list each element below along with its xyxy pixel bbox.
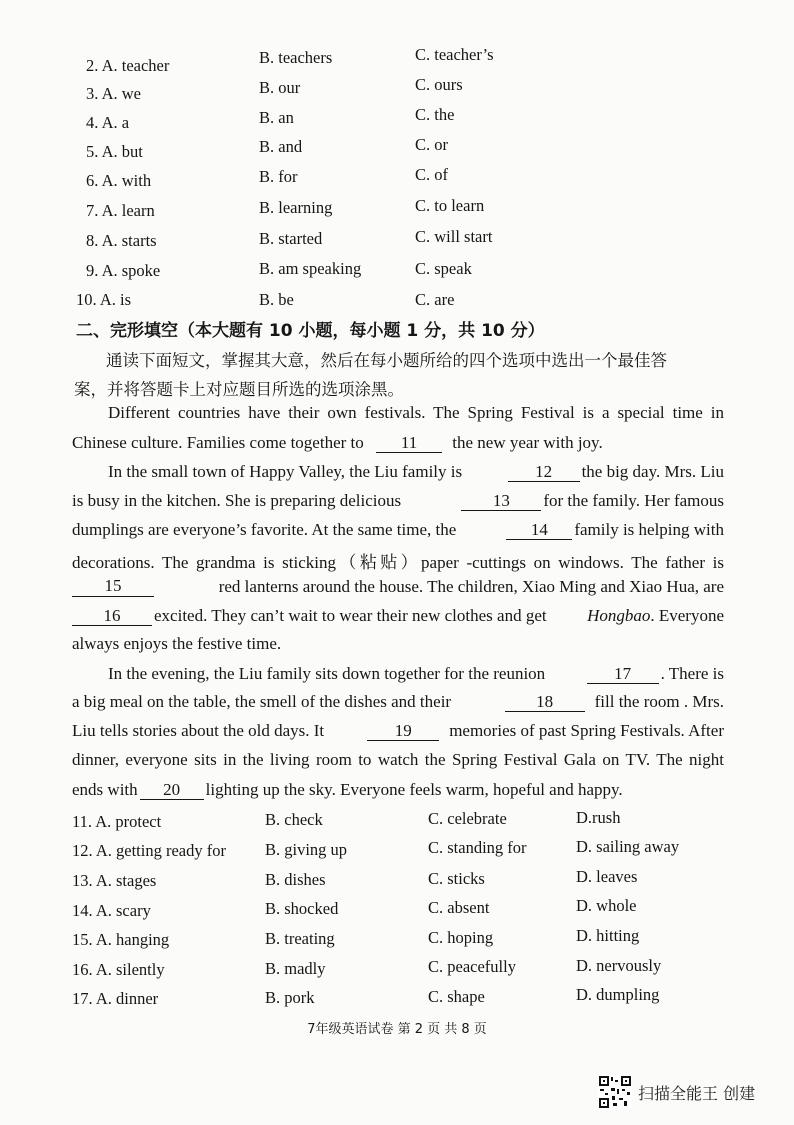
passage-text: In the evening, the Liu family sits down together for the reunion: [108, 664, 546, 683]
blank-16: 16: [72, 607, 152, 626]
option-b: B. giving up: [265, 840, 348, 859]
option-b: B. be: [259, 290, 294, 309]
passage-line: [108, 462, 724, 482]
option-c: C. will start: [415, 227, 493, 246]
option-a: 3. A. we: [86, 84, 141, 103]
passage-line: [72, 606, 724, 626]
option-a: 16. A. silently: [72, 960, 165, 979]
passage-line: [72, 491, 724, 511]
passage-text: . There is: [660, 664, 724, 683]
hongbao-term: Hongbao: [587, 606, 651, 625]
option-c: C. speak: [415, 259, 472, 278]
option-row: [0, 896, 794, 923]
passage-line: [72, 577, 724, 597]
passage-text: dumplings are everyone’s favorite. At the same time, the: [72, 520, 457, 539]
blank-14: 14: [506, 521, 572, 540]
passage-line: Different countries have their own festivals. The Spring Festival is a special time in: [108, 403, 724, 422]
option-row: [0, 135, 794, 164]
option-c: C. the: [415, 105, 455, 124]
option-c: C. celebrate: [428, 809, 507, 828]
option-row: [0, 926, 794, 953]
option-a: 4. A. a: [86, 113, 130, 132]
option-c: C. standing for: [428, 838, 527, 857]
option-d: D. dumpling: [576, 985, 660, 1004]
option-a: 9. A. spoke: [86, 261, 161, 280]
option-d: D. hitting: [576, 926, 640, 945]
option-a: 10. A. is: [76, 290, 132, 309]
passage-text: Liu tells stories about the old days. It: [72, 721, 325, 740]
option-row: [0, 808, 794, 835]
passage-text: excited. They can’t wait to wear their new clothes and get: [154, 606, 547, 625]
option-c: C. absent: [428, 898, 490, 917]
option-row: [0, 987, 794, 1011]
option-row: [0, 75, 794, 106]
option-d: D. nervously: [576, 956, 662, 975]
option-c: C. to learn: [415, 196, 485, 215]
option-b: B. teachers: [259, 48, 333, 67]
passage-text: In the small town of Happy Valley, the Liu family is: [108, 462, 463, 481]
passage-text: a big meal on the table, the smell of the dishes and their: [72, 692, 452, 711]
option-a: 13. A. stages: [72, 871, 157, 890]
option-row: [0, 105, 794, 135]
option-a: 11. A. protect: [72, 812, 162, 831]
option-row: [0, 165, 794, 194]
passage-line: [72, 433, 724, 453]
option-row: [0, 260, 794, 284]
passage-line: [72, 780, 724, 800]
passage-text: is busy in the kitchen. She is preparing delicious: [72, 491, 402, 510]
passage-line: [72, 692, 724, 712]
option-b: B. check: [265, 810, 323, 829]
option-b: B. our: [259, 78, 301, 97]
blank-18: 18: [505, 693, 585, 712]
option-c: C. sticks: [428, 869, 485, 888]
passage-line: [72, 520, 724, 540]
instruction-line: 案，并将答题卡上对应题目所选的选项涂黑。: [74, 380, 404, 399]
option-c: C. or: [415, 135, 448, 154]
option-c: C. are: [415, 290, 455, 309]
instruction-line: 通读下面短文，掌握其大意，然后在每小题所给的四个选项中选出一个最佳答: [106, 351, 667, 370]
option-b: B. an: [259, 108, 294, 127]
passage-text: the new year with joy.: [452, 433, 603, 452]
section-heading: 二、完形填空（本大题有 10 小题，每小题 1 分，共 10 分）: [76, 321, 545, 341]
option-row: [0, 837, 794, 864]
blank-11: 11: [376, 434, 442, 453]
scanner-badge: [598, 1072, 755, 1112]
blank-17: 17: [587, 665, 659, 684]
option-b: B. pork: [265, 988, 315, 1007]
blank-13: 13: [461, 492, 541, 511]
scanner-badge-label: 扫描全能王 创建: [638, 1083, 756, 1103]
option-b: B. for: [259, 167, 298, 186]
page-footer: 7年级英语试卷 第 2 页 共 8 页: [307, 1022, 487, 1037]
option-a: 15. A. hanging: [72, 930, 170, 949]
option-a: 17. A. dinner: [72, 989, 159, 1008]
passage-line: always enjoys the festive time.: [72, 634, 282, 653]
option-a: 6. A. with: [86, 171, 152, 190]
option-d: D. sailing away: [576, 837, 680, 856]
blank-19: 19: [367, 722, 439, 741]
option-row: [0, 227, 794, 254]
option-a: 7. A. learn: [86, 201, 155, 220]
passage-text: Chinese culture. Families come together to: [72, 433, 364, 452]
option-d: D. whole: [576, 896, 637, 915]
passage-line: decorations. The grandma is sticking（粘贴）paper -cuttings on windows. The father is: [72, 553, 724, 572]
option-d: D.rush: [576, 808, 621, 827]
option-c: C. teacher’s: [415, 45, 494, 64]
option-b: B. started: [259, 229, 323, 248]
option-b: B. and: [259, 137, 303, 156]
option-c: C. of: [415, 165, 448, 184]
blank-20: 20: [140, 781, 204, 800]
option-a: 2. A. teacher: [86, 56, 170, 75]
option-d: D. leaves: [576, 867, 638, 886]
option-row: [0, 45, 794, 78]
option-c: C. ours: [415, 75, 463, 94]
option-a: 12. A. getting ready for: [72, 841, 226, 860]
passage-text: the big day. Mrs. Liu: [581, 462, 724, 481]
option-b: B. dishes: [265, 870, 326, 889]
passage-text: fill the room . Mrs.: [594, 692, 724, 711]
passage-text: lighting up the sky. Everyone feels warm, hopeful and happy.: [205, 780, 623, 799]
passage-text: memories of past Spring Festivals. After: [449, 721, 724, 740]
option-a: 8. A. starts: [86, 231, 157, 250]
option-b: B. madly: [265, 959, 326, 978]
option-a: 14. A. scary: [72, 901, 151, 920]
option-c: C. hoping: [428, 928, 494, 947]
option-row: [0, 867, 794, 894]
passage-line: dinner, everyone sits in the living room to watch the Spring Festival Gala on TV. The night: [72, 750, 724, 769]
option-row: [0, 196, 794, 224]
option-b: B. treating: [265, 929, 335, 948]
blank-12: 12: [508, 463, 580, 482]
passage-line: [72, 721, 724, 741]
option-c: C. shape: [428, 987, 485, 1006]
passage-text: family is helping with: [574, 520, 724, 539]
option-b: B. am speaking: [259, 259, 362, 278]
option-row: [0, 958, 794, 982]
option-b: B. shocked: [265, 899, 339, 918]
passage-text: . Everyone: [650, 606, 724, 625]
option-a: 5. A. but: [86, 142, 143, 161]
passage-text: red lanterns around the house. The children, Xiao Ming and Xiao Hua, are: [218, 577, 724, 596]
option-c: C. peacefully: [428, 957, 516, 976]
passage-text: for the family. Her famous: [543, 491, 724, 510]
blank-15: 15: [72, 577, 154, 597]
option-b: B. learning: [259, 198, 333, 217]
qr-code-icon: [598, 1075, 632, 1109]
passage-line: [108, 664, 724, 684]
option-row: [0, 290, 794, 314]
passage-text: ends with: [72, 780, 138, 799]
